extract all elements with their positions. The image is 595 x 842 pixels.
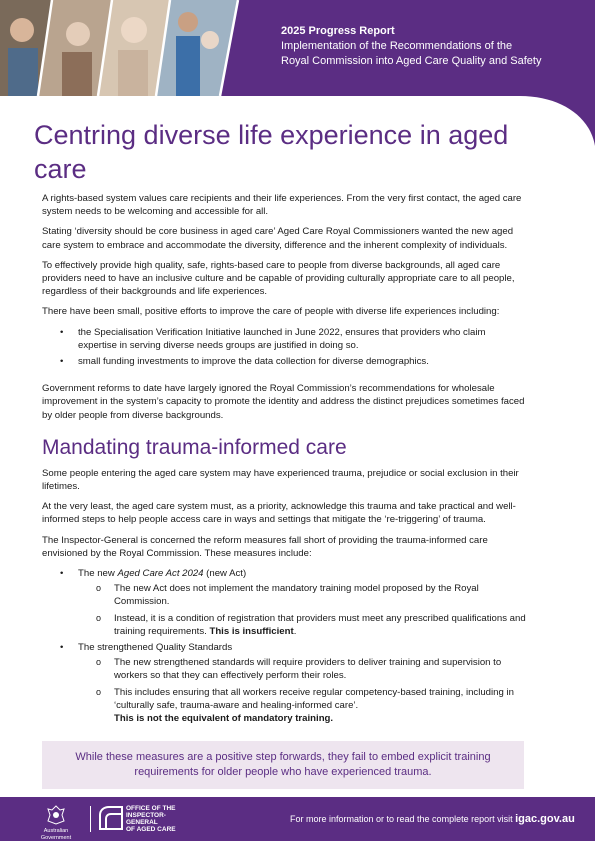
list-item: o This includes ensuring that all workers receive regular competency-based training, including in ‘culturally safe, trauma-aware and healing-informed care’. This is not the equivalent of mandatory training. — [114, 686, 527, 726]
main-content — [42, 192, 527, 733]
report-subtitle-line2: Royal Commission into Aged Care Quality and Safety — [281, 55, 542, 67]
list-item: • The new Aged Care Act 2024 (new Act) o The new Act does not implement the mandatory training model proposed by the Royal Commission. o Instead, it is a condition of registration that providers must meet any prescribed qualifications and training requirements. This is insufficient. — [78, 567, 527, 638]
list-item: o The new strengthened standards will require providers to deliver training and supervision to workers so that they can effectively perform their roles. — [114, 656, 527, 682]
list-item: o The new Act does not implement the mandatory training model proposed by the Royal Commission. — [114, 582, 527, 608]
callout-text: While these measures are a positive step forwards, they fail to embed explicit training requirements for older people who have experienced trauma. — [75, 751, 491, 778]
footer-divider — [90, 806, 91, 832]
report-label: 2025 Progress Report — [281, 25, 395, 37]
efforts-list — [42, 326, 527, 369]
intro-paragraph: Stating ‘diversity should be core business in aged care’ Aged Care Royal Commissioners wanted the new aged care system to embrace and accommodate the diversity, difference and the inherent complexity of individuals. — [42, 226, 514, 251]
igac-logo-icon — [98, 805, 124, 831]
callout-box — [42, 741, 524, 789]
list-item: • The strengthened Quality Standards o The new strengthened standards will require providers to deliver training and supervision to workers so that they can effectively perform their roles. o This includes ensuring that all workers receive regular competency-based training, including in ‘culturally safe, trauma-aware and healing-informed care’. This is not the equivalent of mandatory training. — [78, 641, 527, 725]
report-subtitle-line1: Implementation of the Recommendations of the — [281, 40, 513, 52]
page-title: Centring diverse life experience in aged care — [34, 120, 509, 184]
measures-list — [42, 567, 527, 725]
header-banner — [0, 0, 595, 96]
list-item: o Instead, it is a condition of registration that providers must meet any prescribed qualifications and training requirements. This is insufficient. — [114, 612, 527, 638]
footer-link[interactable]: igac.gov.au — [515, 813, 575, 825]
sub-list — [78, 582, 527, 638]
australian-government-logo — [28, 805, 84, 842]
coat-of-arms-icon — [45, 805, 67, 825]
intro-paragraph: A rights-based system values care recipients and their life experiences. From the very first contact, the aged care system needs to be welcoming and accessible for all. — [42, 193, 522, 218]
gov-label: Australian Government — [40, 828, 72, 841]
section-heading: Mandating trauma-informed care — [42, 435, 347, 459]
section-paragraph: At the very least, the aged care system must, as a priority, acknowledge this trauma and take practical and well-informed steps to help people access care in ways and settings that mitigate the ‘re-triggering’ of trauma. — [42, 501, 516, 526]
reform-paragraph: Government reforms to date have largely ignored the Royal Commission’s recommendations for wholesale improvement in the system’s capacity to promote the identity and address the distinct prejudices sometimes faced by older people from diverse backgrounds. — [42, 383, 525, 421]
intro-paragraph: There have been small, positive efforts to improve the care of people with diverse life experiences including: — [42, 306, 500, 318]
igac-wordmark: OFFICE OF THE INSPECTOR- GENERAL OF AGED CARE — [126, 805, 176, 833]
header-text — [281, 24, 541, 69]
list-item: • small funding investments to improve the data collection for diverse demographics. — [78, 355, 527, 368]
section-paragraph: The Inspector-General is concerned the reform measures fall short of providing the trauma-informed care envisioned by the Royal Commission. These measures include: — [42, 534, 488, 559]
intro-paragraph: To effectively provide high quality, safe, rights-based care to people from diverse backgrounds, all aged care providers need to have an inclusive culture and be capable of providing culturally appropriate care to all people, regardless of their backgrounds and life experiences. — [42, 259, 515, 298]
header-photo-collage — [0, 0, 250, 96]
list-item: • the Specialisation Verification Initiative launched in June 2022, ensures that providers who claim expertise in serving diverse needs groups are justified in doing so. — [78, 326, 527, 352]
sub-list — [78, 656, 527, 725]
footer-note: For more information or to read the complete report visit igac.gov.au — [290, 813, 575, 825]
footer — [0, 797, 595, 841]
section-paragraph: Some people entering the aged care system may have experienced trauma, prejudice or social exclusion in their lifetimes. — [42, 467, 519, 493]
